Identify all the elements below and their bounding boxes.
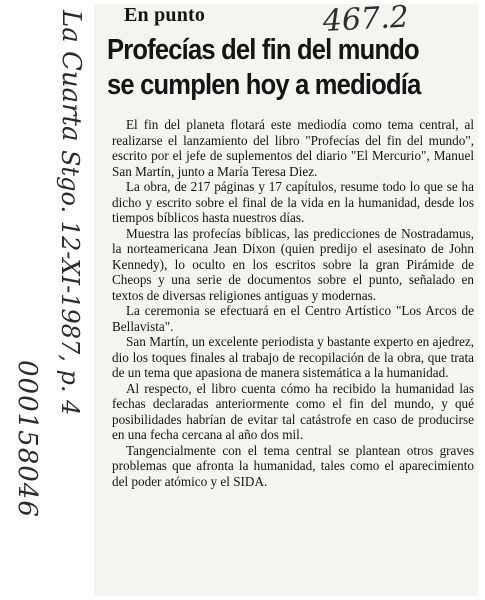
- article-paragraph: Tangencialmente con el tema central se plantean otros graves problemas que afronta la humanidad, tales como el aparecimiento del poder atómico y el SIDA.: [112, 442, 474, 489]
- article-paragraph: El fin del planeta flotará este mediodía como tema central, al realizarse el lanzamiento del libro "Profecías del fin del mundo", escrito por el jefe de suplementos del diario "El Mercurio", Manuel San Martín, junto a María Teresa Diez.: [112, 117, 474, 179]
- article-paragraph: La obra, de 217 páginas y 17 capítulos, resume todo lo que se ha dicho y escrito sobre el final de la vida en la humanidad, desde los tiempos bíblicos hasta nuestros días.: [112, 179, 474, 225]
- handwritten-publication-name: La Cuarta: [56, 10, 86, 142]
- article-body: [112, 117, 474, 489]
- handwritten-reference-number: 467.2: [322, 0, 410, 39]
- headline-line-2: se cumplen hoy a mediodía: [107, 69, 421, 101]
- section-label: En punto: [124, 4, 206, 26]
- article-headline: [107, 33, 433, 103]
- article-paragraph: Al respecto, el libro cuenta cómo ha recibido la humanidad las fechas declaradas anteriormente como el fin del mundo, y qué posibilidades habrían de evitar tal catástrofe en caso de producirse en una fecha cercana al año dos mil.: [112, 380, 474, 442]
- article-paragraph: La ceremonia se efectuará en el Centro Artístico "Los Arcos de Bellavista".: [112, 303, 474, 334]
- headline-line-1: Profecías del fin del mundo: [107, 34, 419, 66]
- article-paragraph: San Martín, un excelente periodista y bastante experto en ajedrez, dio los toques finales al trabajo de recopilación de la obra, que trata de un tema que apasiona de manera sistemática a la humanidad.: [112, 334, 474, 380]
- handwritten-source-date: Stgo. 12-XI-1987, p. 4: [56, 150, 84, 416]
- handwritten-archive-id: 000158046: [12, 360, 42, 518]
- article-paragraph: Muestra las profecías bíblicas, las predicciones de Nostradamus, la norteamericana Jean Dixon (quien predijo el asesinato de John Kennedy), lo oculto en los escritos sobre la gran Pirámide de Cheops y una serie de documentos sobre el punto, señalado en textos de diversas religiones antiguas y modernas.: [112, 225, 474, 303]
